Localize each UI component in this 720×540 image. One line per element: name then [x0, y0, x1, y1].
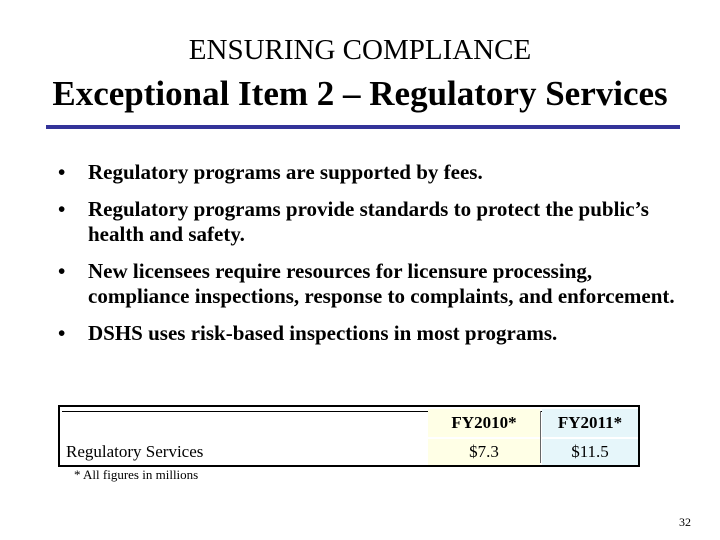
slide-title-line1: ENSURING COMPLIANCE	[188, 34, 532, 66]
value-fy2010: $7.3	[428, 439, 540, 465]
bullet-dot: •	[58, 321, 66, 345]
column-separator	[540, 411, 541, 463]
bullet-item	[58, 321, 698, 346]
bullet-dot: •	[58, 160, 66, 184]
bullet-text: Regulatory programs provide standards to protect the public’s health and safety.	[88, 197, 649, 246]
slide-title-line2: Exceptional Item 2 – Regulatory Services	[52, 74, 668, 113]
bullet-item	[58, 259, 698, 309]
bullet-text: New licensees require resources for licensure processing, compliance inspections, response to complaints, and enforcement.	[88, 259, 675, 308]
bullet-item	[58, 160, 698, 185]
bullet-text: Regulatory programs are supported by fees.	[88, 160, 483, 184]
bullet-list	[58, 160, 698, 358]
header-fy2010: FY2010*	[428, 409, 540, 437]
table-footnote: * All figures in millions	[74, 467, 199, 482]
bullet-text: DSHS uses risk-based inspections in most programs.	[88, 321, 558, 345]
title-rule	[46, 125, 680, 129]
funding-table	[58, 405, 640, 467]
header-fy2011: FY2011*	[542, 409, 638, 437]
bullet-item	[58, 197, 698, 247]
page-number: 32	[679, 515, 691, 529]
value-fy2011: $11.5	[542, 439, 638, 465]
bullet-dot: •	[58, 197, 66, 221]
row-label: Regulatory Services	[66, 442, 204, 461]
bullet-dot: •	[58, 259, 66, 283]
